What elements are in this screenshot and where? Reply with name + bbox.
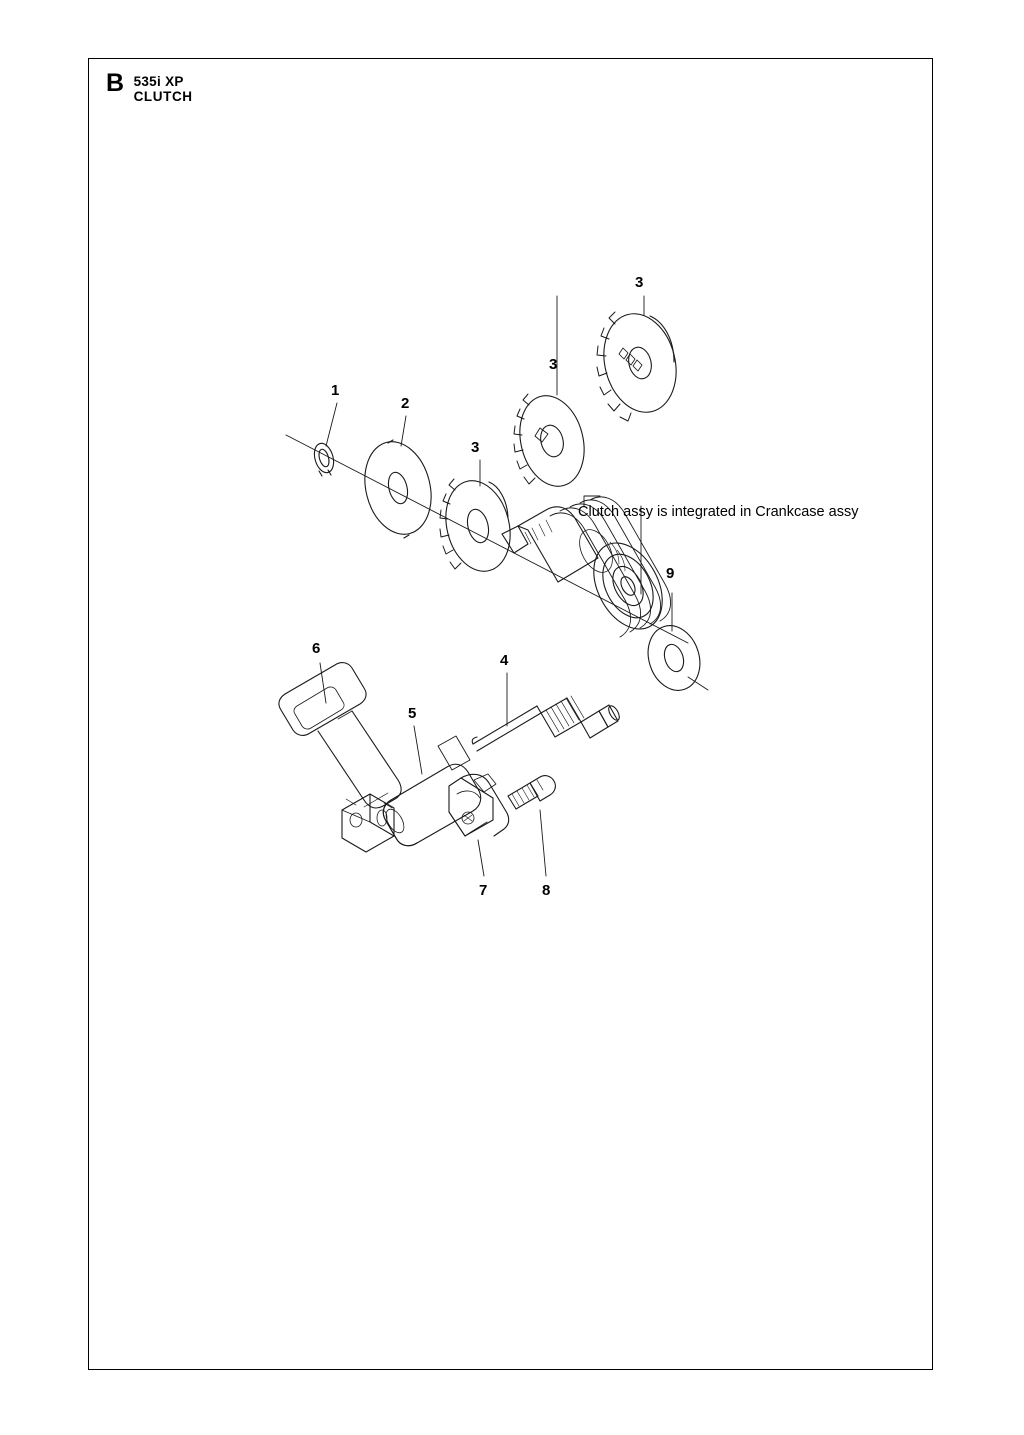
callout-7: 7	[479, 882, 488, 899]
callout-8: 8	[542, 882, 551, 899]
callout-6: 6	[312, 640, 321, 657]
part-1-circlip	[311, 441, 337, 476]
callout-1: 1	[331, 382, 340, 399]
part-3-sprocket-a	[437, 474, 519, 578]
clutch-note: Clutch assy is integrated in Crankcase assy	[578, 504, 859, 520]
callout-3-upper: 3	[635, 274, 644, 291]
lever-mount-block	[342, 794, 394, 852]
parts-illustration	[88, 58, 933, 1370]
part-9-washer	[640, 619, 708, 697]
part-8-screw	[508, 776, 555, 809]
callout-9: 9	[666, 565, 675, 582]
part-2-washer	[356, 435, 441, 542]
callout-5: 5	[408, 705, 417, 722]
callout-3-lower: 3	[471, 439, 480, 456]
part-3-sprocket-b	[511, 389, 593, 493]
section-letter: B	[106, 69, 125, 97]
section-name: CLUTCH	[133, 89, 193, 104]
part-6-lever	[279, 663, 401, 808]
model-name: 535i XP	[133, 74, 184, 89]
callout-2: 2	[401, 395, 410, 412]
part-4-pin	[472, 696, 621, 751]
callout-3-middle: 3	[549, 356, 558, 373]
part-3-sprocket-c	[594, 306, 686, 421]
callout-4: 4	[500, 652, 509, 669]
exploded-parts-diagram	[88, 58, 933, 1370]
